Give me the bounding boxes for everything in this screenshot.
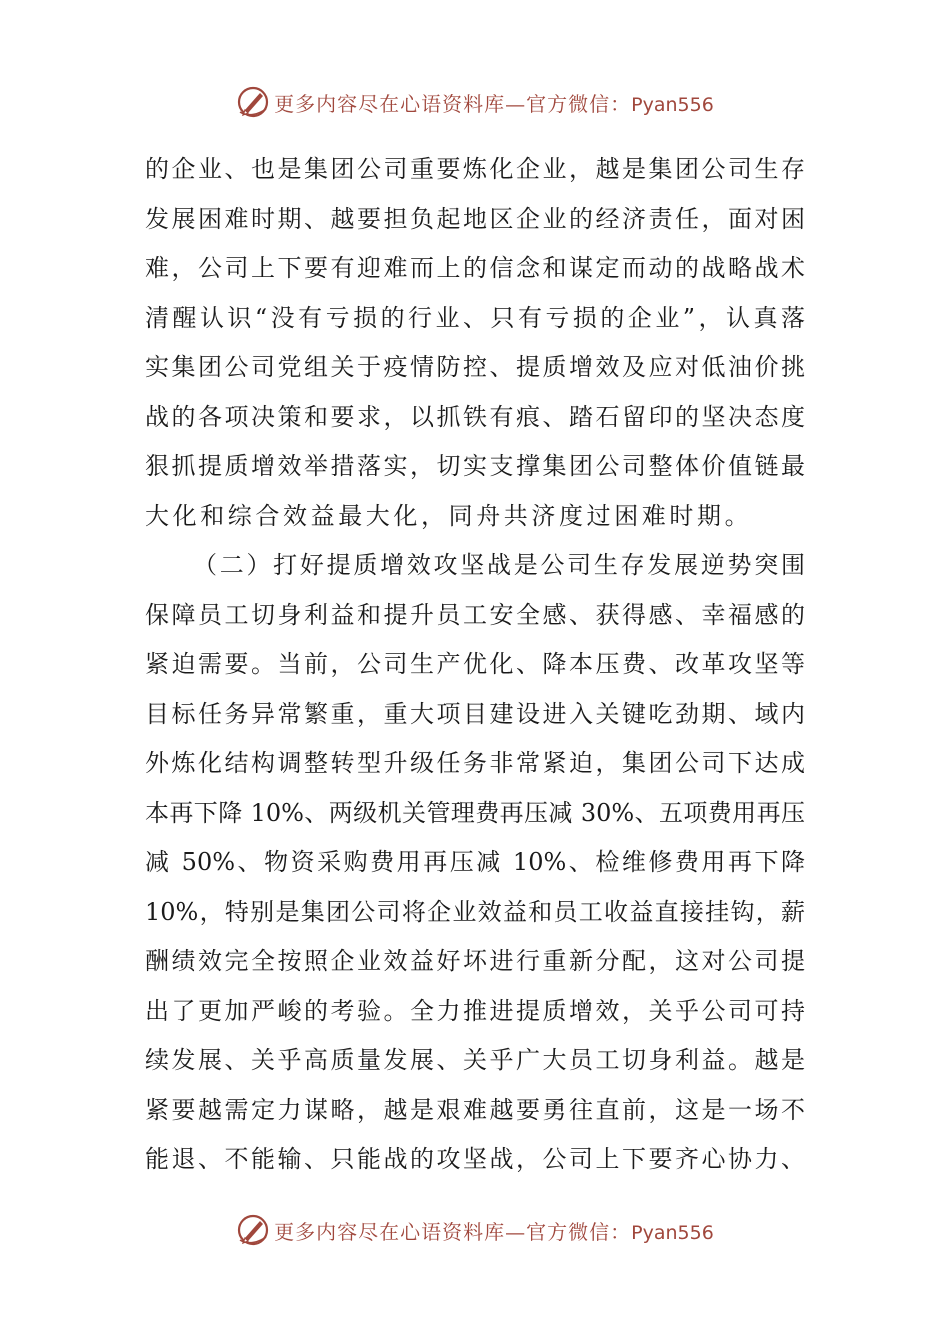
body-line: 本再下降 10%、两级机关管理费再压减 30%、五项费用再压 <box>145 798 805 827</box>
body-line: 紧要越需定力谋略，越是艰难越要勇往直前，这是一场不 <box>145 1095 805 1124</box>
body-line: 续发展、关乎高质量发展、关乎广大员工切身利益。越是 <box>145 1046 805 1074</box>
body-line: 减 50%、物资采购费用再压减 10%、检维修费用再下降 <box>145 848 805 876</box>
footer-banner-contact: Pyan556 <box>631 1221 714 1244</box>
body-line: 发展困难时期、越要担负起地区企业的经济责任，面对困 <box>145 204 805 233</box>
body-line: 狠抓提质增效举措落实，切实支撑集团公司整体价值链最 <box>145 452 805 480</box>
body-line: 外炼化结构调整转型升级任务非常紧迫，集团公司下达成 <box>145 749 805 777</box>
body-line: 战的各项决策和要求，以抓铁有痕、踏石留印的坚决态度 <box>145 402 805 431</box>
footer-banner <box>0 1210 950 1250</box>
body-line: （二）打好提质增效攻坚战是公司生存发展逆势突围 <box>193 551 805 579</box>
body-line: 实集团公司党组关于疫情防控、提质增效及应对低油价挑 <box>145 353 805 381</box>
body-line: 10%，特别是集团公司将企业效益和员工收益直接挂钩，薪 <box>145 897 805 926</box>
body-line: 目标任务异常繁重，重大项目建设进入关键吃劲期、域内 <box>145 699 805 728</box>
header-banner-contact: Pyan556 <box>631 93 714 116</box>
body-line: 酬绩效完全按照企业效益好坏进行重新分配，这对公司提 <box>145 947 805 975</box>
body-line: 紧迫需要。当前，公司生产优化、降本压费、改革攻坚等 <box>145 650 805 678</box>
footer-banner-label: 更多内容尽在心语资料库—官方微信： <box>274 1219 632 1244</box>
body-line: 出了更加严峻的考验。全力推进提质增效，关乎公司可持 <box>145 996 805 1025</box>
body-line: 能退、不能输、只能战的攻坚战，公司上下要齐心协力、 <box>145 1145 805 1173</box>
body-line: 保障员工切身利益和提升员工安全感、获得感、幸福感的 <box>145 600 805 629</box>
body-line: 清醒认识“没有亏损的行业、只有亏损的企业”，认真落 <box>145 303 805 332</box>
pen-logo-icon <box>236 85 270 119</box>
footer-banner-text <box>274 1216 714 1245</box>
document-body <box>145 145 805 1185</box>
pen-logo-icon <box>236 1213 270 1247</box>
body-line: 大化和综合效益最大化，同舟共济度过困难时期。 <box>145 501 753 530</box>
header-banner-label: 更多内容尽在心语资料库—官方微信： <box>274 91 632 116</box>
header-banner <box>0 82 950 122</box>
body-line: 的企业、也是集团公司重要炼化企业，越是集团公司生存 <box>145 155 805 183</box>
body-line: 难，公司上下要有迎难而上的信念和谋定而动的战略战术 <box>145 254 805 282</box>
header-banner-text <box>274 88 714 117</box>
